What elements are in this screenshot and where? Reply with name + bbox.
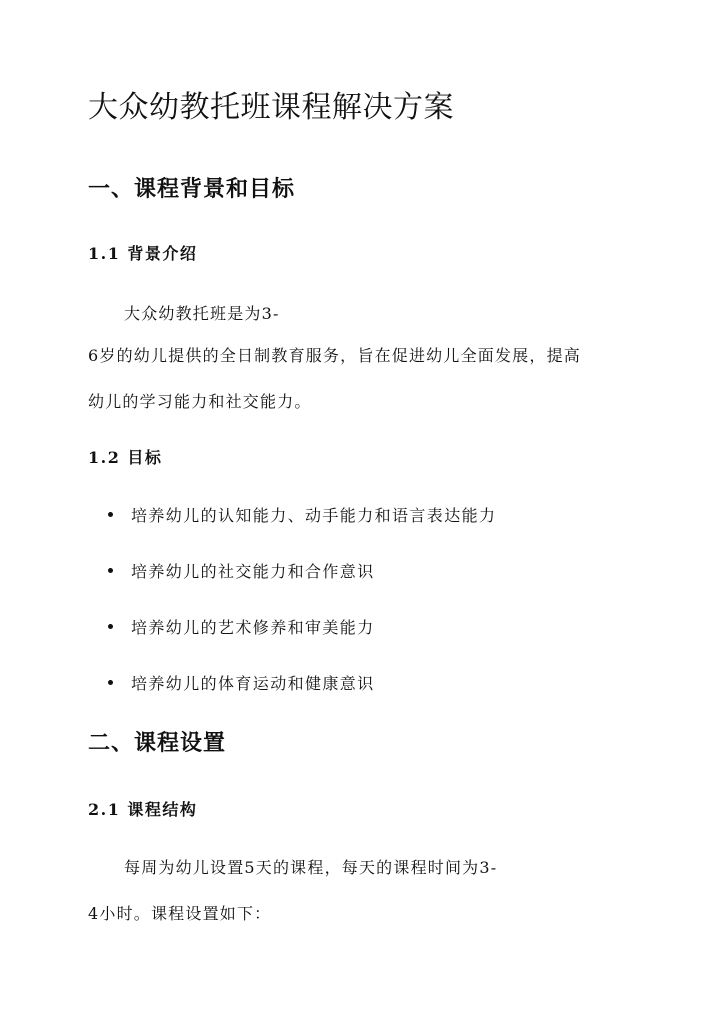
subsection-heading-goals: 1.2 目标 <box>88 448 163 467</box>
list-item <box>108 616 375 640</box>
bullet-icon <box>108 568 113 573</box>
bullet-icon <box>108 512 113 517</box>
paragraph-line: 6岁的幼儿提供的全日制教育服务，旨在促进幼儿全面发展，提高 <box>88 346 581 365</box>
list-item-text: 培养幼儿的艺术修养和审美能力 <box>131 618 375 637</box>
section-heading-background-goals: 一、课程背景和目标 <box>88 176 296 202</box>
subsection-heading-course-structure: 2.1 课程结构 <box>88 800 198 819</box>
list-item <box>108 504 496 528</box>
list-item-text: 培养幼儿的体育运动和健康意识 <box>131 674 375 693</box>
section-heading-course-setup: 二、课程设置 <box>88 730 227 756</box>
paragraph-line: 幼儿的学习能力和社交能力。 <box>88 392 312 411</box>
list-item <box>108 560 375 584</box>
list-item <box>108 672 375 696</box>
bullet-icon <box>108 624 113 629</box>
paragraph-line: 4小时。课程设置如下： <box>88 904 272 923</box>
paragraph-line: 每周为幼儿设置5天的课程，每天的课程时间为3- <box>124 858 498 877</box>
subsection-heading-background: 1.1 背景介绍 <box>88 244 198 263</box>
bullet-icon <box>108 680 113 685</box>
list-item-text: 培养幼儿的社交能力和合作意识 <box>131 562 375 581</box>
paragraph-line: 大众幼教托班是为3- <box>124 304 280 323</box>
document-title: 大众幼教托班课程解决方案 <box>88 90 454 125</box>
list-item-text: 培养幼儿的认知能力、动手能力和语言表达能力 <box>131 506 497 525</box>
